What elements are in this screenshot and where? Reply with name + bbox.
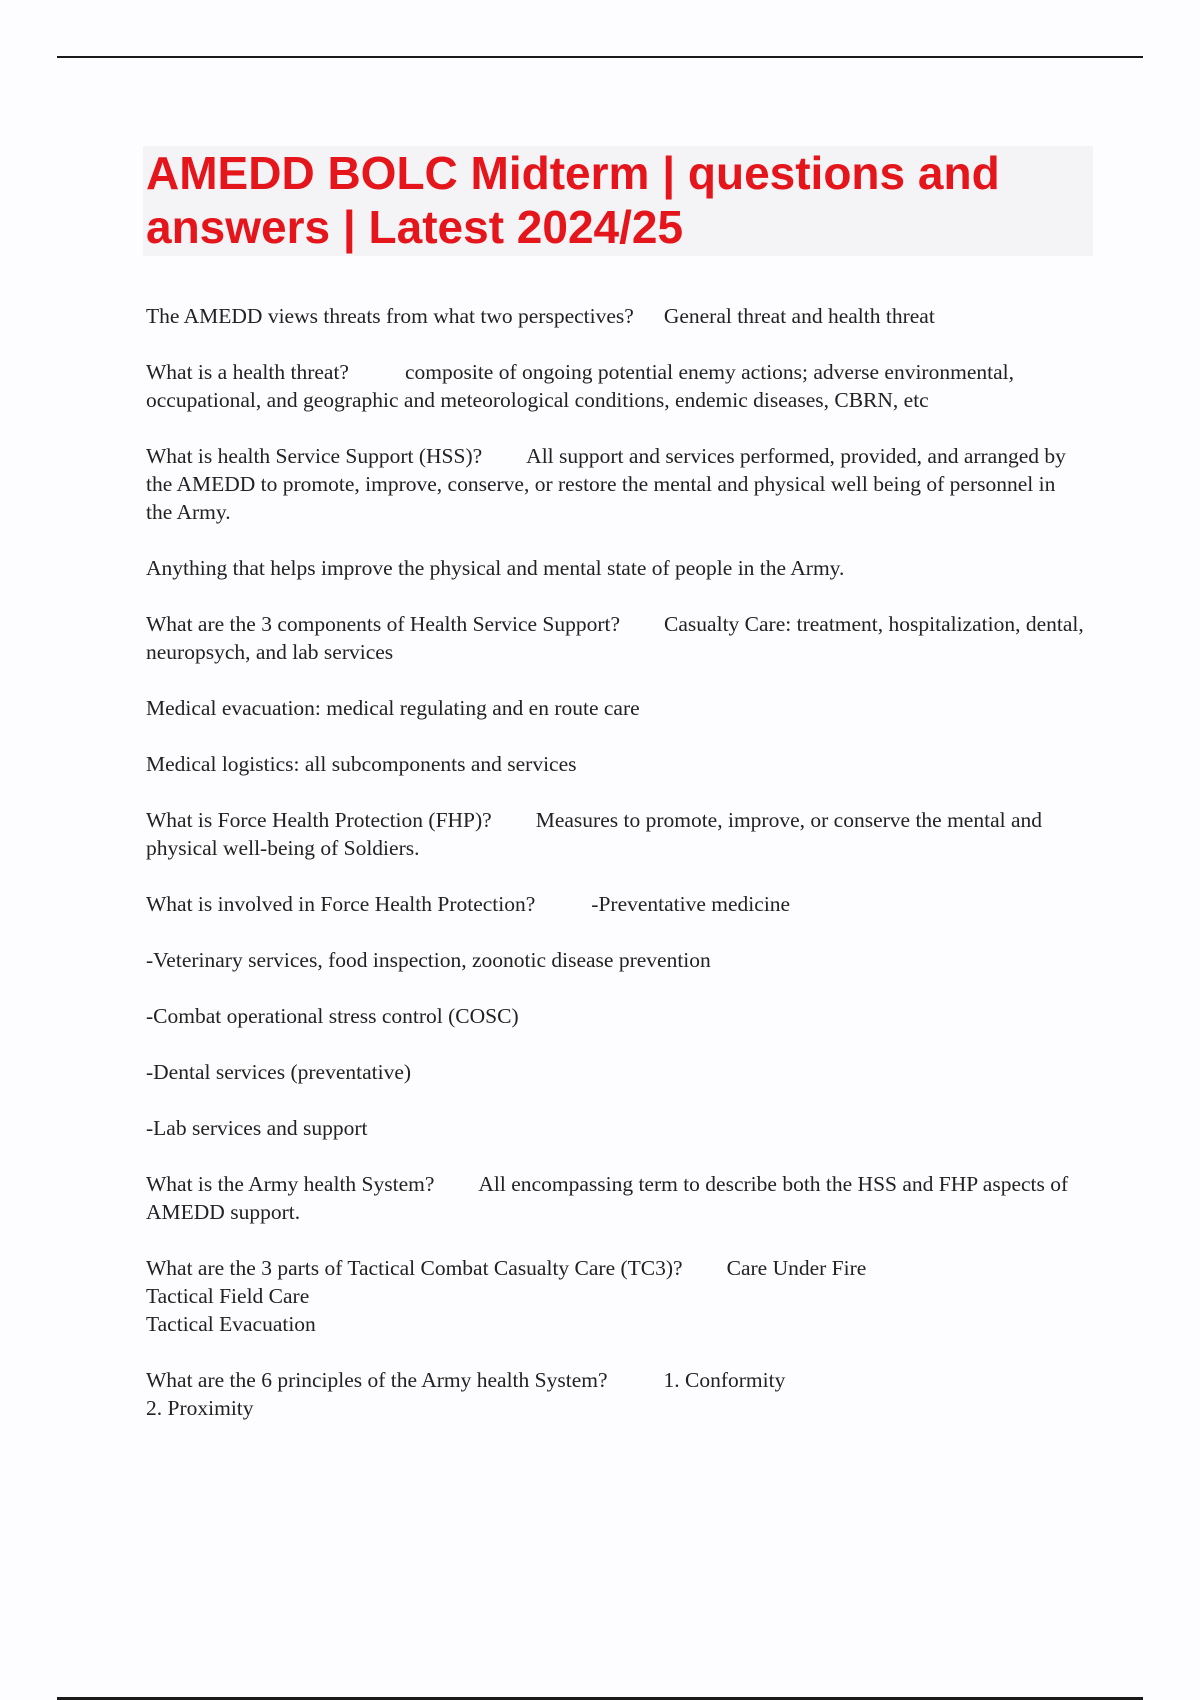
answer-text: Casualty Care: treatment, hospitalization, dental, neuropsych, and lab services xyxy=(146,612,1084,664)
question-text: What is involved in Force Health Protection? xyxy=(146,892,536,916)
answer-line: Tactical Field Care xyxy=(146,1284,310,1308)
text-line: -Combat operational stress control (COSC) xyxy=(146,1004,519,1028)
question-text: What is Force Health Protection (FHP)? xyxy=(146,808,492,832)
document-body xyxy=(146,302,1086,1450)
answer-text: All encompassing term to describe both the HSS and FHP aspects of AMEDD support. xyxy=(146,1172,1069,1224)
answer-line: 2. Proximity xyxy=(146,1396,254,1420)
qa-entry xyxy=(146,442,1086,526)
text-line: Medical logistics: all subcomponents and services xyxy=(146,752,577,776)
qa-entry xyxy=(146,890,1086,918)
answer-text: Measures to promote, improve, or conserve the mental and physical well-being of Soldiers. xyxy=(146,808,1043,860)
answer-text: All support and services performed, provided, and arranged by the AMEDD to promote, improve, conserve, or restore the mental and physical well being of personnel in the Army. xyxy=(146,444,1066,524)
question-text: What are the 3 parts of Tactical Combat Casualty Care (TC3)? xyxy=(146,1256,683,1280)
answer-text: -Preventative medicine xyxy=(591,892,791,916)
top-rule xyxy=(57,56,1143,58)
answer-text: General threat and health threat xyxy=(663,304,935,328)
qa-entry xyxy=(146,806,1086,862)
question-text: What is health Service Support (HSS)? xyxy=(146,444,483,468)
question-text: What are the 6 principles of the Army health System? xyxy=(146,1368,608,1392)
answer-text: composite of ongoing potential enemy actions; adverse environmental, occupational, and geographic and meteorological conditions, endemic diseases, CBRN, etc xyxy=(146,360,1014,412)
question-text: What is a health threat? xyxy=(146,360,349,384)
document-title: AMEDD BOLC Midterm | questions and answers | Latest 2024/25 xyxy=(146,147,1000,253)
answer-text: Care Under Fire xyxy=(726,1256,867,1280)
qa-entry xyxy=(146,610,1086,666)
question-text: The AMEDD views threats from what two perspectives? xyxy=(146,304,634,328)
text-line: -Veterinary services, food inspection, zoonotic disease prevention xyxy=(146,948,711,972)
qa-entry xyxy=(146,1170,1086,1226)
question-text: What are the 3 components of Health Service Support? xyxy=(146,612,621,636)
text-line: Anything that helps improve the physical and mental state of people in the Army. xyxy=(146,556,845,580)
question-text: What is the Army health System? xyxy=(146,1172,435,1196)
qa-entry xyxy=(146,1254,1086,1338)
answer-line: Tactical Evacuation xyxy=(146,1312,316,1336)
qa-entry xyxy=(146,1366,1086,1422)
text-line: Medical evacuation: medical regulating and en route care xyxy=(146,696,640,720)
text-line: -Lab services and support xyxy=(146,1116,368,1140)
answer-text: 1. Conformity xyxy=(663,1368,786,1392)
qa-entry xyxy=(146,358,1086,414)
qa-entry xyxy=(146,302,1086,330)
text-line: -Dental services (preventative) xyxy=(146,1060,412,1084)
